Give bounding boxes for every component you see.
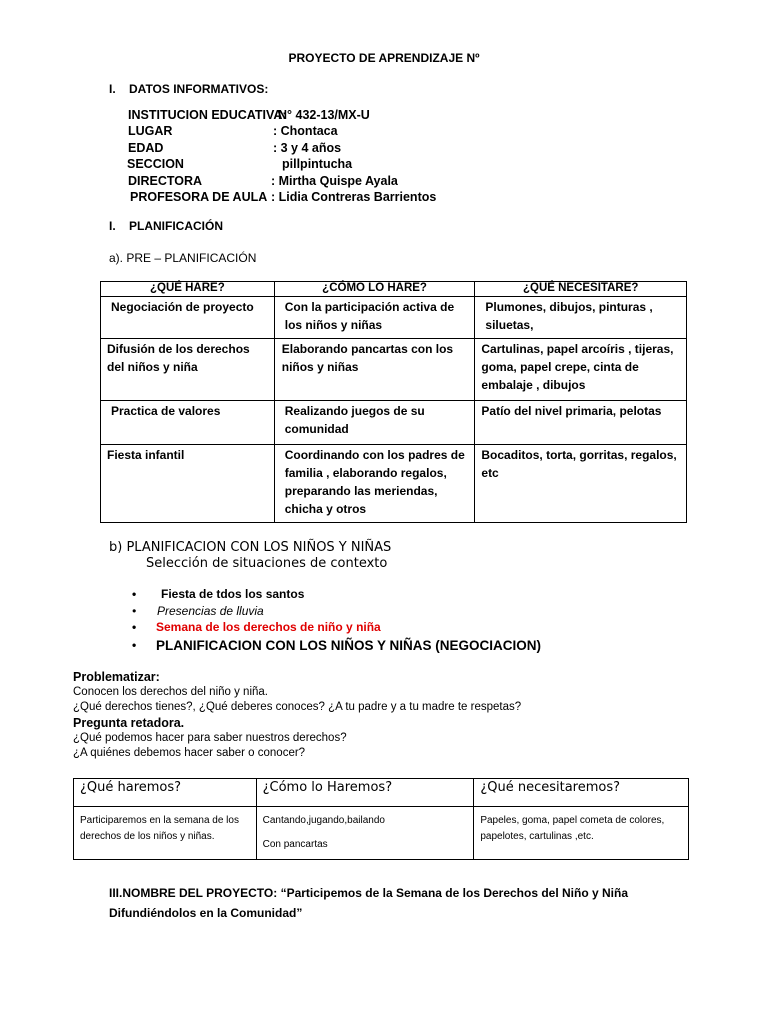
page-title: PROYECTO DE APRENDIZAJE Nº (288, 51, 480, 65)
list-item-text: Semana de los derechos de niño y niña (156, 620, 381, 634)
planificacion-b-subtitle: Selección de situaciones de contexto (146, 556, 388, 571)
table-row (74, 807, 689, 860)
list-item-text: Presencias de lluvia (157, 604, 264, 618)
table-cell: Participaremos en la semana de los derechos de los niños y niñas. (74, 807, 257, 860)
section-number: I. (109, 82, 116, 96)
table-header-cell: ¿CÓMO LO HARE? (274, 282, 475, 297)
table-header-row (101, 282, 687, 297)
list-item (132, 620, 541, 638)
table-cell: Practica de valores (101, 401, 275, 445)
list-item-text: PLANIFICACION CON LOS NIÑOS Y NIÑAS (NEGOCIACION) (156, 638, 542, 653)
table-cell-line: Cantando,jugando,bailando (262, 815, 385, 826)
pregunta-line: ¿Qué podemos hacer para saber nuestros derechos? (73, 732, 347, 744)
info-value: pillpintucha (282, 157, 353, 171)
info-row-institucion (128, 108, 370, 122)
table-header-cell: ¿QUÉ HARE? (101, 282, 275, 297)
table-row (101, 297, 687, 339)
bullet-icon: • (132, 587, 137, 601)
bullet-icon: • (132, 638, 137, 652)
info-label: PROFESORA DE AULA (130, 190, 268, 204)
table-cell: Patío del nivel primaria, pelotas (475, 401, 687, 445)
list-item (132, 587, 543, 604)
info-value: : 3 y 4 años (273, 141, 342, 155)
bullet-icon: • (132, 620, 137, 634)
table-cell: Fiesta infantil (101, 445, 275, 523)
info-label: DIRECTORA (128, 174, 203, 188)
context-list (132, 587, 543, 656)
section-label: PLANIFICACIÓN (129, 219, 223, 233)
table-header-cell: ¿Qué necesitaremos? (474, 779, 689, 807)
pregunta-line: ¿A quiénes debemos hacer saber o conocer? (73, 747, 306, 759)
project-name-line: Difundiéndolos en la Comunidad” (109, 906, 303, 920)
table-cell: Con la participación activa de los niños y niñas (274, 297, 475, 339)
table-header-cell: ¿Cómo lo Haremos? (256, 779, 474, 807)
list-item (132, 604, 542, 620)
problematizar-line: Conocen los derechos del niño y niña. (73, 686, 268, 698)
info-label: SECCION (127, 157, 184, 171)
table-cell: Cartulinas, papel arcoíris , tijeras, goma, papel crepe, cinta de embalaje , dibujos (475, 339, 687, 401)
info-value: : Mirtha Quispe Ayala (271, 174, 398, 188)
info-value: : Chontaca (273, 124, 338, 138)
pregunta-retadora-heading: Pregunta retadora. (73, 716, 185, 730)
pre-planificacion-title: a). PRE – PLANIFICACIÓN (109, 251, 257, 265)
table-cell: Bocaditos, torta, gorritas, regalos, etc (475, 445, 687, 523)
bullet-icon: • (132, 604, 137, 618)
table-row (101, 339, 687, 401)
problematizar-line: ¿Qué derechos tienes?, ¿Qué deberes conoces? ¿A tu padre y a tu madre te respetas? (73, 701, 522, 713)
pre-planificacion-table (100, 281, 687, 523)
table-cell: Realizando juegos de su comunidad (274, 401, 475, 445)
project-name-line: III.NOMBRE DEL PROYECTO: “Participemos de la Semana de los Derechos del Niño y Niña (109, 886, 629, 900)
planificacion-b-title: b) PLANIFICACION CON LOS NIÑOS Y NIÑAS (109, 540, 392, 555)
list-item (132, 638, 542, 656)
section-planificacion-heading (109, 219, 223, 233)
table-row (101, 445, 687, 523)
table-header-cell: ¿Qué haremos? (74, 779, 257, 807)
info-row-profesora (130, 190, 437, 204)
table-cell-line: Con pancartas (262, 839, 328, 850)
table-row (101, 401, 687, 445)
info-row-lugar (128, 124, 338, 138)
table-cell: Plumones, dibujos, pinturas , siluetas, (475, 297, 687, 339)
info-label: LUGAR (128, 124, 173, 138)
table-cell: Difusión de los derechos del niños y niña (101, 339, 275, 401)
table-cell: Papeles, goma, papel cometa de colores, papelotes, cartulinas ,etc. (474, 807, 689, 860)
info-row-edad (128, 141, 342, 155)
table-cell: Coordinando con los padres de familia , elaborando regalos, preparando las meriendas, chicha y otros (274, 445, 475, 523)
info-label: EDAD (128, 141, 164, 155)
info-row-seccion (127, 157, 353, 171)
table-cell: Elaborando pancartas con los niños y niñas (274, 339, 475, 401)
info-value: N° 432-13/MX-U (278, 108, 370, 122)
negociacion-table (73, 778, 689, 860)
section-datos-heading (109, 82, 269, 96)
table-header-row (74, 779, 689, 807)
table-cell: Negociación de proyecto (101, 297, 275, 339)
list-item-text: Fiesta de tdos los santos (161, 587, 305, 601)
info-label: INSTITUCION EDUCATIVA: (128, 108, 287, 122)
section-label: DATOS INFORMATIVOS: (129, 82, 269, 96)
table-cell (256, 807, 474, 860)
info-value: : Lidia Contreras Barrientos (271, 190, 437, 204)
section-number: I. (109, 219, 116, 233)
problematizar-heading: Problematizar: (73, 670, 160, 684)
table-header-cell: ¿QUÉ NECESITARE? (475, 282, 687, 297)
info-row-directora (128, 174, 398, 188)
